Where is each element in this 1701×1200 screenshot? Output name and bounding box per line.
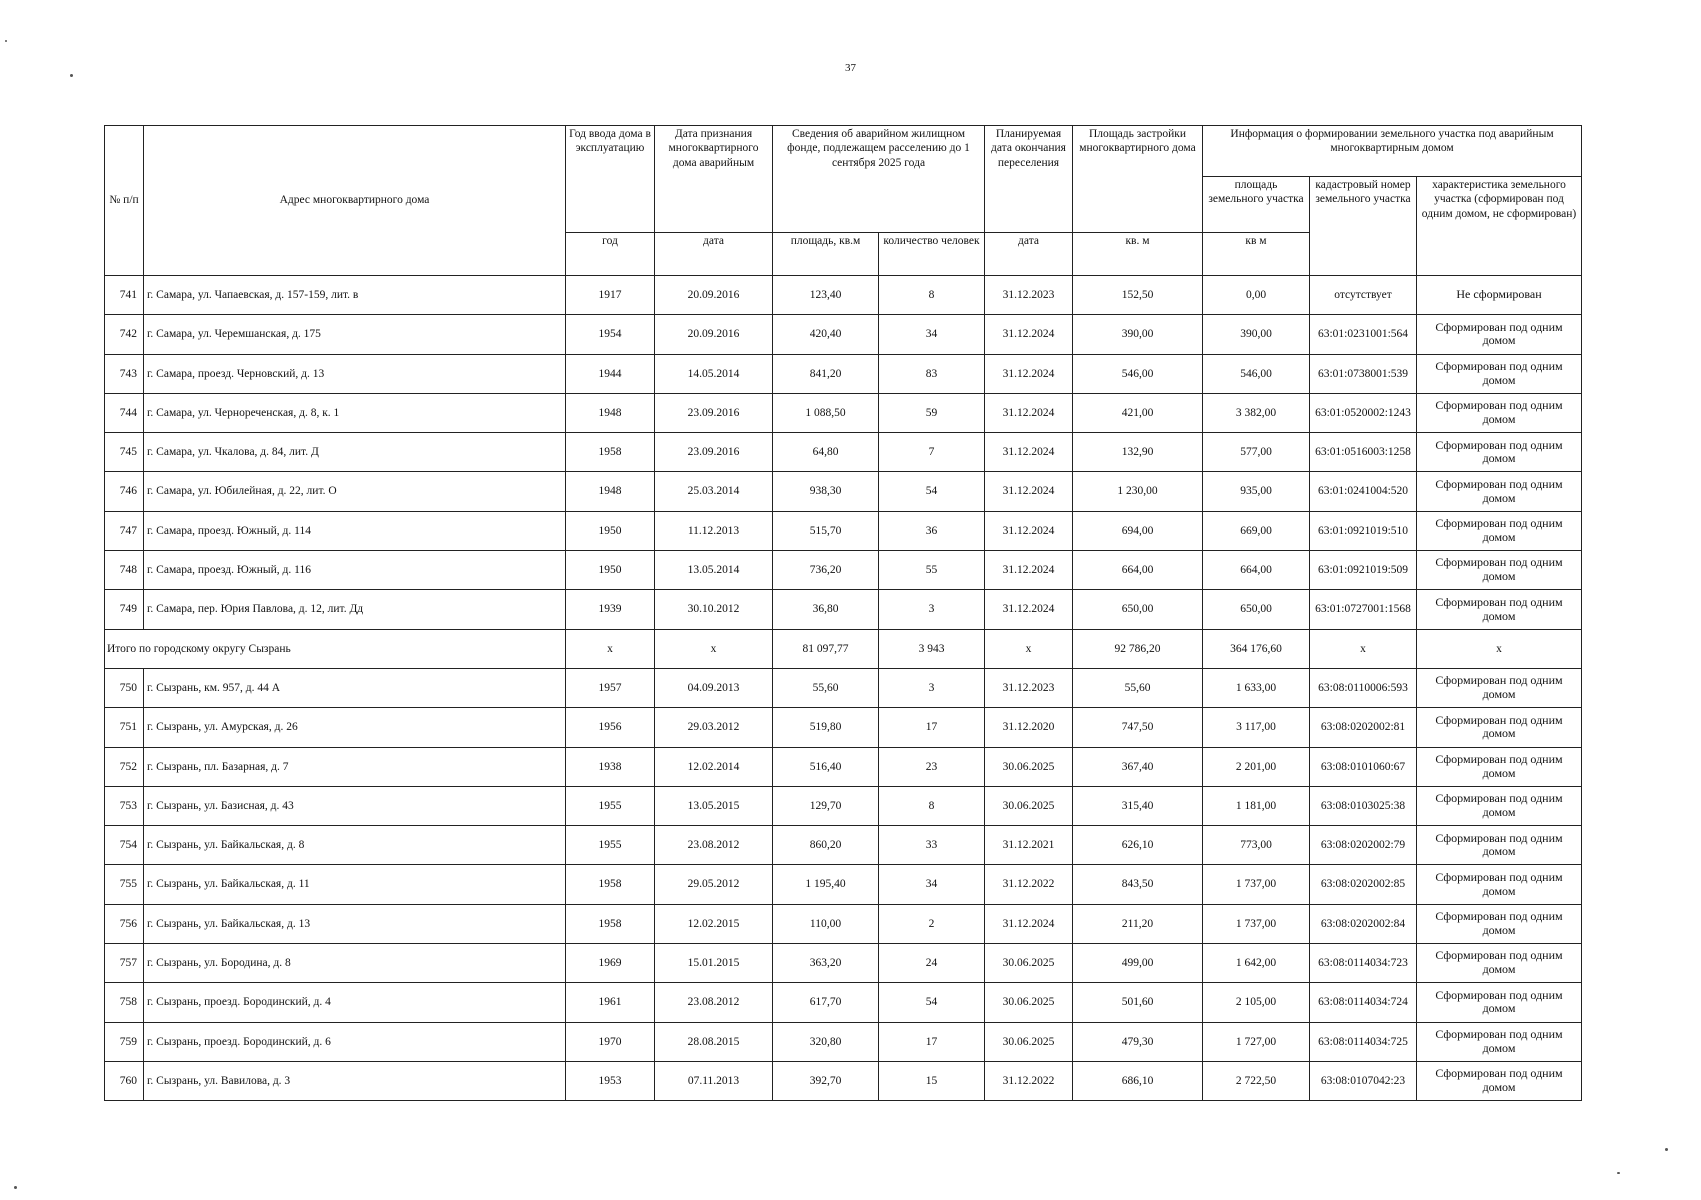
cell-date: 23.08.2012 [655,826,773,865]
cell-date: 30.10.2012 [655,590,773,629]
cell-area: 320,80 [773,1022,879,1061]
cell-area: 1 088,50 [773,393,879,432]
cell-land: 1 727,00 [1203,1022,1310,1061]
cell-cadastral: 63:08:0114034:723 [1310,944,1417,983]
cell-address: г. Сызрань, пл. Базарная, д. 7 [144,747,566,786]
cell-address: г. Самара, проезд. Южный, д. 114 [144,511,566,550]
cell-date: 04.09.2013 [655,668,773,707]
table-row [105,315,1582,354]
header-num: № п/п [105,126,144,276]
total-land: 364 176,60 [1203,629,1310,668]
cell-people: 8 [879,276,985,315]
cell-land: 3 117,00 [1203,708,1310,747]
cell-land: 1 737,00 [1203,904,1310,943]
cell-status: Сформирован под одним домом [1417,1022,1582,1061]
cell-built: 132,90 [1073,433,1203,472]
cell-people: 2 [879,904,985,943]
cell-address: г. Самара, проезд. Черновский, д. 13 [144,354,566,393]
cell-people: 17 [879,708,985,747]
cell-address: г. Сызрань, ул. Вавилова, д. 3 [144,1061,566,1100]
header-year: Год ввода дома в эксплуатацию [566,126,655,233]
cell-land: 669,00 [1203,511,1310,550]
cell-land: 1 737,00 [1203,865,1310,904]
cell-status: Сформирован под одним домом [1417,472,1582,511]
cell-cadastral: 63:01:0520002:1243 [1310,393,1417,432]
cell-area: 123,40 [773,276,879,315]
cell-built: 479,30 [1073,1022,1203,1061]
cell-address: г. Самара, ул. Черемшанская, д. 175 [144,315,566,354]
header-unit-date: дата [655,233,773,276]
scan-speck [1617,1172,1620,1174]
cell-planned: 30.06.2025 [985,747,1073,786]
cell-planned: 31.12.2024 [985,472,1073,511]
cell-num: 753 [105,786,144,825]
cell-area: 110,00 [773,904,879,943]
cell-cadastral: 63:08:0107042:23 [1310,1061,1417,1100]
cell-cadastral: 63:08:0110006:593 [1310,668,1417,707]
cell-year: 1954 [566,315,655,354]
cell-date: 13.05.2014 [655,551,773,590]
cell-year: 1955 [566,826,655,865]
cell-area: 860,20 [773,826,879,865]
cell-planned: 31.12.2024 [985,511,1073,550]
cell-built: 650,00 [1073,590,1203,629]
table-row [105,826,1582,865]
cell-status: Не сформирован [1417,276,1582,315]
total-label: Итого по городскому округу Сызрань [105,629,566,668]
table-row [105,551,1582,590]
cell-year: 1939 [566,590,655,629]
cell-address: г. Сызрань, ул. Байкальская, д. 11 [144,865,566,904]
cell-date: 29.03.2012 [655,708,773,747]
cell-num: 755 [105,865,144,904]
table-row [105,708,1582,747]
cell-num: 741 [105,276,144,315]
cell-year: 1958 [566,433,655,472]
cell-built: 152,50 [1073,276,1203,315]
cell-area: 515,70 [773,511,879,550]
cell-num: 756 [105,904,144,943]
cell-status: Сформирован под одним домом [1417,904,1582,943]
cell-planned: 30.06.2025 [985,1022,1073,1061]
cell-land: 664,00 [1203,551,1310,590]
cell-cadastral: 63:08:0103025:38 [1310,786,1417,825]
cell-date: 12.02.2015 [655,904,773,943]
header-unit-date2: дата [985,233,1073,276]
cell-cadastral: 63:01:0921019:510 [1310,511,1417,550]
cell-address: г. Самара, пер. Юрия Павлова, д. 12, лит. Дд [144,590,566,629]
cell-people: 15 [879,1061,985,1100]
cell-planned: 31.12.2024 [985,551,1073,590]
cell-status: Сформирован под одним домом [1417,354,1582,393]
cell-status: Сформирован под одним домом [1417,433,1582,472]
header-unit-kvm: кв. м [1073,233,1203,276]
cell-num: 750 [105,668,144,707]
emergency-housing-table [104,125,1582,1101]
cell-cadastral: 63:08:0114034:725 [1310,1022,1417,1061]
cell-status: Сформирован под одним домом [1417,944,1582,983]
cell-date: 15.01.2015 [655,944,773,983]
cell-area: 129,70 [773,786,879,825]
cell-area: 841,20 [773,354,879,393]
cell-built: 747,50 [1073,708,1203,747]
cell-built: 546,00 [1073,354,1203,393]
table-row [105,1022,1582,1061]
header-built-area: Площадь застройки многоквартирного дома [1073,126,1203,233]
cell-date: 20.09.2016 [655,315,773,354]
cell-date: 07.11.2013 [655,1061,773,1100]
cell-cadastral: 63:01:0738001:539 [1310,354,1417,393]
total-area: 81 097,77 [773,629,879,668]
header-unit-people: количество человек [879,233,985,276]
cell-status: Сформирован под одним домом [1417,590,1582,629]
cell-year: 1956 [566,708,655,747]
cell-built: 367,40 [1073,747,1203,786]
cell-cadastral: 63:08:0202002:81 [1310,708,1417,747]
page-number: 37 [845,62,856,74]
table-row [105,1061,1582,1100]
cell-status: Сформирован под одним домом [1417,1061,1582,1100]
cell-status: Сформирован под одним домом [1417,786,1582,825]
cell-area: 617,70 [773,983,879,1022]
cell-date: 12.02.2014 [655,747,773,786]
total-planned: х [985,629,1073,668]
table-row [105,668,1582,707]
header-cadastral: кадастровый номер земельного участка [1310,177,1417,276]
cell-date: 20.09.2016 [655,276,773,315]
cell-status: Сформирован под одним домом [1417,551,1582,590]
cell-planned: 30.06.2025 [985,786,1073,825]
cell-people: 17 [879,1022,985,1061]
table-row [105,393,1582,432]
table-row [105,433,1582,472]
cell-land: 2 722,50 [1203,1061,1310,1100]
cell-land: 1 642,00 [1203,944,1310,983]
cell-planned: 31.12.2024 [985,433,1073,472]
cell-year: 1955 [566,786,655,825]
cell-land: 1 633,00 [1203,668,1310,707]
cell-year: 1948 [566,393,655,432]
cell-year: 1958 [566,904,655,943]
cell-land: 2 201,00 [1203,747,1310,786]
cell-date: 23.09.2016 [655,393,773,432]
cell-people: 3 [879,590,985,629]
cell-year: 1970 [566,1022,655,1061]
cell-area: 938,30 [773,472,879,511]
cell-people: 55 [879,551,985,590]
cell-num: 748 [105,551,144,590]
cell-built: 501,60 [1073,983,1203,1022]
cell-date: 23.08.2012 [655,983,773,1022]
cell-year: 1917 [566,276,655,315]
cell-land: 2 105,00 [1203,983,1310,1022]
cell-area: 363,20 [773,944,879,983]
cell-cadastral: 63:08:0114034:724 [1310,983,1417,1022]
cell-year: 1950 [566,551,655,590]
cell-num: 749 [105,590,144,629]
cell-date: 28.08.2015 [655,1022,773,1061]
cell-area: 392,70 [773,1061,879,1100]
header-address: Адрес многоквартирного дома [144,126,566,276]
cell-cadastral: 63:01:0241004:520 [1310,472,1417,511]
cell-land: 935,00 [1203,472,1310,511]
cell-people: 8 [879,786,985,825]
cell-address: г. Сызрань, ул. Байкальская, д. 13 [144,904,566,943]
table-row [105,354,1582,393]
cell-area: 64,80 [773,433,879,472]
cell-date: 25.03.2014 [655,472,773,511]
total-year: х [566,629,655,668]
cell-built: 211,20 [1073,904,1203,943]
cell-num: 759 [105,1022,144,1061]
cell-area: 420,40 [773,315,879,354]
cell-cadastral: 63:01:0921019:509 [1310,551,1417,590]
cell-date: 23.09.2016 [655,433,773,472]
cell-planned: 30.06.2025 [985,944,1073,983]
cell-status: Сформирован под одним домом [1417,393,1582,432]
cell-cadastral: 63:08:0202002:84 [1310,904,1417,943]
cell-date: 29.05.2012 [655,865,773,904]
table-row [105,590,1582,629]
cell-cadastral: 63:01:0231001:564 [1310,315,1417,354]
cell-status: Сформирован под одним домом [1417,747,1582,786]
cell-date: 14.05.2014 [655,354,773,393]
cell-address: г. Сызрань, ул. Базисная, д. 43 [144,786,566,825]
cell-num: 745 [105,433,144,472]
cell-area: 519,80 [773,708,879,747]
cell-year: 1969 [566,944,655,983]
cell-cadastral: 63:01:0727001:1568 [1310,590,1417,629]
table-body [105,276,1582,1101]
cell-cadastral: 63:01:0516003:1258 [1310,433,1417,472]
header-emergency-info: Сведения об аварийном жилищном фонде, подлежащем расселению до 1 сентября 2025 года [773,126,985,233]
cell-planned: 31.12.2024 [985,904,1073,943]
cell-built: 390,00 [1073,315,1203,354]
cell-built: 499,00 [1073,944,1203,983]
cell-year: 1944 [566,354,655,393]
total-built: 92 786,20 [1073,629,1203,668]
cell-status: Сформирован под одним домом [1417,668,1582,707]
cell-status: Сформирован под одним домом [1417,826,1582,865]
cell-people: 7 [879,433,985,472]
scan-speck [14,1186,17,1189]
cell-address: г. Самара, ул. Чкалова, д. 84, лит. Д [144,433,566,472]
cell-land: 546,00 [1203,354,1310,393]
cell-address: г. Сызрань, проезд. Бородинский, д. 6 [144,1022,566,1061]
scan-speck [1665,1148,1668,1151]
cell-num: 744 [105,393,144,432]
total-date: х [655,629,773,668]
header-unit-year: год [566,233,655,276]
cell-date: 13.05.2015 [655,786,773,825]
table-row [105,472,1582,511]
cell-num: 751 [105,708,144,747]
cell-num: 752 [105,747,144,786]
cell-people: 59 [879,393,985,432]
header-planned-date: Планируемая дата окончания переселения [985,126,1073,233]
cell-cadastral: 63:08:0202002:85 [1310,865,1417,904]
cell-date: 11.12.2013 [655,511,773,550]
table-header [105,126,1582,276]
table-row [105,747,1582,786]
cell-status: Сформирован под одним домом [1417,983,1582,1022]
cell-land: 390,00 [1203,315,1310,354]
cell-planned: 31.12.2020 [985,708,1073,747]
table-row [105,983,1582,1022]
cell-planned: 31.12.2024 [985,354,1073,393]
cell-built: 686,10 [1073,1061,1203,1100]
cell-status: Сформирован под одним домом [1417,511,1582,550]
cell-cadastral: 63:08:0202002:79 [1310,826,1417,865]
cell-status: Сформирован под одним домом [1417,315,1582,354]
table-row [105,865,1582,904]
cell-planned: 31.12.2023 [985,668,1073,707]
cell-people: 3 [879,668,985,707]
cell-people: 54 [879,983,985,1022]
cell-year: 1957 [566,668,655,707]
cell-num: 747 [105,511,144,550]
cell-address: г. Сызрань, ул. Амурская, д. 26 [144,708,566,747]
cell-land: 650,00 [1203,590,1310,629]
cell-area: 55,60 [773,668,879,707]
header-unit-area: площадь, кв.м [773,233,879,276]
cell-planned: 31.12.2024 [985,590,1073,629]
cell-address: г. Самара, ул. Чернореченская, д. 8, к. 1 [144,393,566,432]
cell-num: 760 [105,1061,144,1100]
table-row [105,511,1582,550]
cell-people: 23 [879,747,985,786]
cell-built: 694,00 [1073,511,1203,550]
cell-address: г. Сызрань, ул. Бородина, д. 8 [144,944,566,983]
cell-land: 577,00 [1203,433,1310,472]
cell-planned: 31.12.2022 [985,865,1073,904]
cell-status: Сформирован под одним домом [1417,708,1582,747]
table-row [105,944,1582,983]
cell-address: г. Самара, ул. Чапаевская, д. 157-159, лит. в [144,276,566,315]
cell-num: 757 [105,944,144,983]
cell-people: 33 [879,826,985,865]
cell-num: 754 [105,826,144,865]
cell-people: 34 [879,865,985,904]
cell-year: 1948 [566,472,655,511]
cell-year: 1958 [566,865,655,904]
header-land-char: характеристика земельного участка (сформирован под одним домом, не сформирован) [1417,177,1582,276]
cell-address: г. Сызрань, ул. Байкальская, д. 8 [144,826,566,865]
cell-land: 773,00 [1203,826,1310,865]
cell-num: 758 [105,983,144,1022]
cell-address: г. Самара, проезд. Южный, д. 116 [144,551,566,590]
cell-area: 736,20 [773,551,879,590]
header-unit-kvm2: кв м [1203,233,1310,276]
cell-land: 1 181,00 [1203,786,1310,825]
cell-num: 742 [105,315,144,354]
cell-built: 421,00 [1073,393,1203,432]
cell-year: 1938 [566,747,655,786]
scan-speck [70,74,73,77]
cell-status: Сформирован под одним домом [1417,865,1582,904]
cell-people: 24 [879,944,985,983]
cell-land: 3 382,00 [1203,393,1310,432]
cell-area: 1 195,40 [773,865,879,904]
header-recognition-date: Дата признания многоквартирного дома аварийным [655,126,773,233]
cell-address: г. Самара, ул. Юбилейная, д. 22, лит. О [144,472,566,511]
cell-address: г. Сызрань, км. 957, д. 44 А [144,668,566,707]
cell-planned: 31.12.2022 [985,1061,1073,1100]
cell-address: г. Сызрань, проезд. Бородинский, д. 4 [144,983,566,1022]
cell-planned: 30.06.2025 [985,983,1073,1022]
total-people: 3 943 [879,629,985,668]
cell-planned: 31.12.2021 [985,826,1073,865]
table-row-total [105,629,1582,668]
cell-planned: 31.12.2023 [985,276,1073,315]
cell-people: 36 [879,511,985,550]
table-row [105,904,1582,943]
cell-num: 743 [105,354,144,393]
cell-planned: 31.12.2024 [985,393,1073,432]
cell-people: 54 [879,472,985,511]
cell-year: 1953 [566,1061,655,1100]
cell-cadastral: отсутствует [1310,276,1417,315]
table-row [105,276,1582,315]
header-land-area: площадь земельного участка [1203,177,1310,233]
cell-num: 746 [105,472,144,511]
cell-built: 664,00 [1073,551,1203,590]
cell-cadastral: 63:08:0101060:67 [1310,747,1417,786]
cell-area: 36,80 [773,590,879,629]
cell-year: 1961 [566,983,655,1022]
table-row [105,786,1582,825]
total-status: х [1417,629,1582,668]
cell-built: 626,10 [1073,826,1203,865]
cell-area: 516,40 [773,747,879,786]
cell-built: 55,60 [1073,668,1203,707]
total-cadastral: х [1310,629,1417,668]
cell-built: 1 230,00 [1073,472,1203,511]
cell-planned: 31.12.2024 [985,315,1073,354]
cell-built: 843,50 [1073,865,1203,904]
header-land-info: Информация о формировании земельного участка под аварийным многоквартирным домом [1203,126,1582,177]
cell-land: 0,00 [1203,276,1310,315]
cell-people: 34 [879,315,985,354]
scan-speck [5,40,7,42]
cell-year: 1950 [566,511,655,550]
cell-people: 83 [879,354,985,393]
cell-built: 315,40 [1073,786,1203,825]
